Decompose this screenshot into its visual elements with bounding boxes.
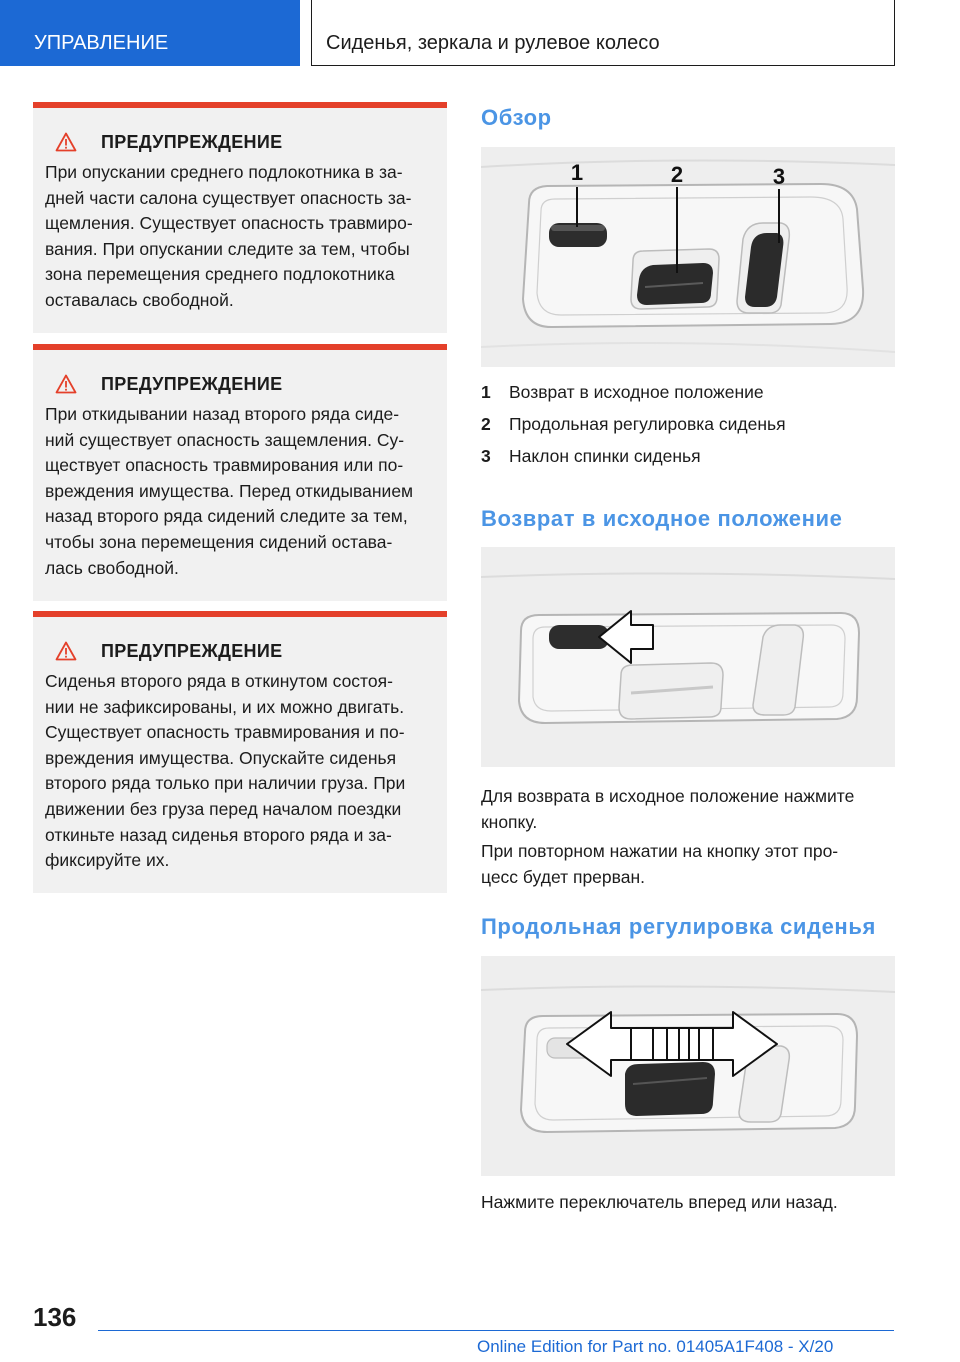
warning-title: ПРЕДУПРЕЖДЕНИЕ [101,131,283,152]
reset-button-image [481,547,895,767]
legend-item [481,381,764,403]
header-divider-right [894,0,895,66]
callout-1: 1 [570,160,584,185]
section-tab [0,0,300,66]
chapter-title: Сиденья, зеркала и рулевое колесо [326,32,660,54]
warning-text: Сиденья второго ряда в откинутом состоя- нии не зафиксированы, и их можно двигать. Существует опасность травмирования и по- вреждения имущества. Опускайте сиденья второго ряда только при наличии груза. При движении без груза перед началом поездки откиньте назад сиденья второго ряда и за- фиксируйте их. [45,671,406,871]
reset-paragraph-1: Для возврата в исходное положение нажмите кнопку. [481,786,855,832]
legend-text: Продольная регулировка сиденья [509,414,786,434]
warning-triangle-icon [55,132,77,152]
legend-text: Возврат в исходное положение [509,382,764,402]
legend-number: 3 [481,446,491,466]
legend-number: 2 [481,414,491,434]
legend-item [481,413,786,435]
warning-box [33,611,447,893]
legend-item [481,445,701,467]
warning-title: ПРЕДУПРЕЖДЕНИЕ [101,373,283,394]
header-underline [311,65,895,66]
seat-controls-overview-image [481,147,895,367]
reset-paragraph-2: При повторном нажатии на кнопку этот про- цесс будет прерван. [481,841,839,887]
reset-heading: Возврат в исходное положение [481,506,843,531]
callout-2: 2 [670,162,684,187]
header-divider [311,0,312,66]
longitudinal-switch-image [481,956,895,1176]
warning-title: ПРЕДУПРЕЖДЕНИЕ [101,640,283,661]
warning-header [45,130,435,154]
legend-number: 1 [481,382,491,402]
warning-text: При опускании среднего подлокотника в за- дней части салона существует опасность за- щемления. Существует опасность травмиро- вания. При опускании следите за тем, чтобы зона перемещения среднего подлокотника оставалась свободной. [45,162,413,310]
longitudinal-switch-diagram [481,956,895,1176]
warning-box [33,102,447,333]
reset-button-diagram [481,547,895,767]
callout-3: 3 [772,164,786,189]
warning-header [45,372,435,396]
footer-rule [98,1330,894,1331]
longitudinal-paragraph-1: Нажмите переключатель вперед или назад. [481,1192,838,1212]
warning-triangle-icon [55,641,77,661]
legend-text: Наклон спинки сиденья [509,446,701,466]
warning-text: При откидывании назад второго ряда сиде- ний существует опасность защемления. Су- ществует опасность травмирования или по- вреждения имущества. Перед откидыванием назад второго ряда сидений следите за тем, чтобы зона перемещения сидений остава- лась свободной. [45,404,414,578]
overview-heading: Обзор [481,105,552,130]
page-number: 136 [33,1302,77,1332]
section-title: УПРАВЛЕНИЕ [34,32,169,54]
seat-controls-diagram [481,147,895,367]
edition-footer: Online Edition for Part no. 01405A1F408 - X/20 [477,1337,834,1356]
warning-header [45,639,435,663]
longitudinal-heading: Продольная регулировка сиденья [481,914,876,939]
warning-triangle-icon [55,374,77,394]
warning-box [33,344,447,601]
